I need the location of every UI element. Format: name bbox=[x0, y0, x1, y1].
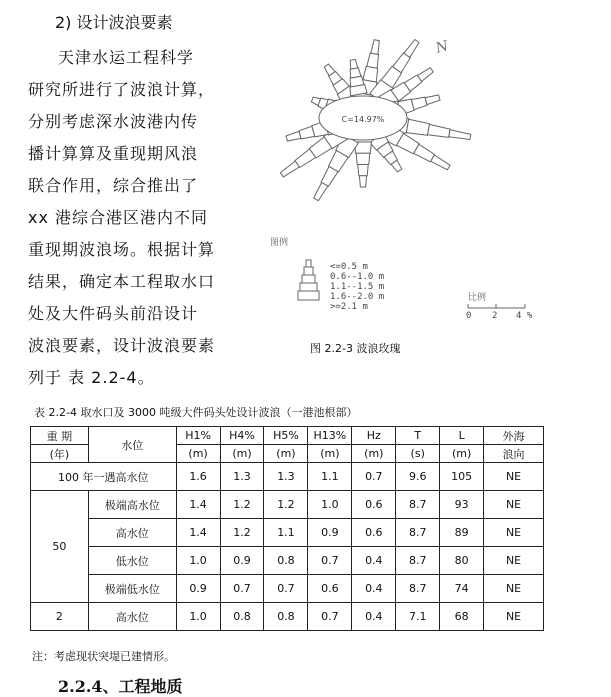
table-cell: NE bbox=[484, 491, 544, 519]
table-cell: 0.8 bbox=[220, 603, 264, 631]
table-cell: 8.7 bbox=[396, 575, 440, 603]
legend-item: 0.6--1.0 m bbox=[330, 272, 385, 282]
rose-petal-segment bbox=[449, 130, 471, 140]
table-cell: 0.9 bbox=[308, 519, 352, 547]
rose-petal-segment bbox=[431, 155, 450, 170]
rose-petal-segment bbox=[280, 161, 299, 177]
table-cell: 0.7 bbox=[220, 575, 264, 603]
level-cell: 高水位 bbox=[88, 519, 176, 547]
header-col: T bbox=[396, 427, 440, 445]
scale-tick: 2 bbox=[492, 311, 498, 321]
legend-list bbox=[330, 262, 384, 312]
header-unit: (m) bbox=[220, 445, 264, 463]
paragraph-line: 天津水运工程科学 bbox=[58, 48, 195, 67]
scale-tick: 4 % bbox=[516, 311, 533, 321]
header-unit: (m) bbox=[352, 445, 396, 463]
table-cell: 8.7 bbox=[396, 491, 440, 519]
paragraph-line: 波浪要素，设计波浪要素 bbox=[28, 336, 216, 355]
rose-petal-segment bbox=[411, 97, 427, 110]
table-cell: 1.1 bbox=[264, 519, 308, 547]
table-cell: 1.2 bbox=[220, 519, 264, 547]
level-cell: 极端低水位 bbox=[88, 575, 176, 603]
paragraph-line: 列于 表 2.2-4。 bbox=[28, 368, 155, 387]
table-cell: 89 bbox=[440, 519, 484, 547]
table-cell: 1.1 bbox=[308, 463, 352, 491]
rose-petal-segment bbox=[350, 59, 358, 69]
scale-ticks bbox=[466, 311, 536, 321]
table-cell: 0.4 bbox=[352, 575, 396, 603]
header-unit: (s) bbox=[396, 445, 440, 463]
rose-petal-segment bbox=[299, 126, 315, 139]
wave-table bbox=[30, 426, 544, 631]
table-cell: 1.3 bbox=[220, 463, 264, 491]
paragraph-line: 分别考虑深水波港内传 bbox=[28, 112, 199, 131]
table-cell: 0.7 bbox=[308, 603, 352, 631]
section-heading: 2.2.4、工程地质 bbox=[58, 677, 183, 696]
legend-item: <=0.5 m bbox=[330, 262, 368, 272]
level-cell: 低水位 bbox=[88, 547, 176, 575]
table-cell: 0.7 bbox=[264, 575, 308, 603]
subsection-heading: 2) 设计波浪要素 bbox=[55, 13, 173, 32]
rose-petal-segment bbox=[404, 40, 419, 58]
table-cell: 1.6 bbox=[176, 463, 220, 491]
table-row bbox=[31, 519, 544, 547]
table-row bbox=[31, 547, 544, 575]
header-period: 重 期 bbox=[31, 427, 89, 445]
header-unit: 浪向 bbox=[484, 445, 544, 463]
table-cell: 93 bbox=[440, 491, 484, 519]
period-cell: 2 bbox=[31, 603, 89, 631]
table-cell: 0.8 bbox=[264, 547, 308, 575]
rose-center-label: C=14.97% bbox=[341, 115, 385, 124]
table-cell: 68 bbox=[440, 603, 484, 631]
table-cell: 80 bbox=[440, 547, 484, 575]
row-label: 100 年一遇高水位 bbox=[31, 463, 177, 491]
body-paragraph bbox=[28, 42, 223, 394]
paragraph-line: 结果，确定本工程取水口 bbox=[28, 272, 216, 291]
scale-bar bbox=[468, 304, 525, 308]
header-unit: (m) bbox=[264, 445, 308, 463]
paragraph-line: 研究所进行了波浪计算， bbox=[28, 80, 216, 99]
table-cell: 1.0 bbox=[176, 603, 220, 631]
table-cell: 7.1 bbox=[396, 603, 440, 631]
header-col: H13% bbox=[308, 427, 352, 445]
rose-petal-segment bbox=[286, 131, 301, 141]
table-cell: 1.4 bbox=[176, 519, 220, 547]
rose-petal-segment bbox=[358, 165, 368, 176]
figure-caption: 图 2.2-3 波浪玫瑰 bbox=[310, 342, 401, 355]
north-arrow: N bbox=[434, 38, 451, 57]
rose-petal-segment bbox=[428, 124, 451, 137]
rose-petal-segment bbox=[425, 95, 440, 105]
table-note: 注：考虑现状突堤已建情形。 bbox=[32, 650, 175, 663]
table-cell: 0.7 bbox=[308, 547, 352, 575]
table-cell: 1.2 bbox=[264, 491, 308, 519]
header-unit: (m) bbox=[440, 445, 484, 463]
paragraph-line: 重现期波浪场。根据计算 bbox=[28, 240, 216, 259]
period-cell: 50 bbox=[31, 491, 89, 603]
level-cell: 极端高水位 bbox=[88, 491, 176, 519]
paragraph-line: 播计算算及重现期风浪 bbox=[28, 144, 199, 163]
legend-item: 1.6--2.0 m bbox=[330, 292, 385, 302]
table-cell: 0.6 bbox=[308, 575, 352, 603]
table-cell: 1.2 bbox=[220, 491, 264, 519]
table-cell: 8.7 bbox=[396, 547, 440, 575]
table-cell: 0.8 bbox=[264, 603, 308, 631]
table-cell: 1.0 bbox=[176, 547, 220, 575]
table-cell: NE bbox=[484, 547, 544, 575]
table-row bbox=[31, 603, 544, 631]
legend-item: >=2.1 m bbox=[330, 302, 368, 312]
table-caption: 表 2.2-4 取水口及 3000 吨级大件码头处设计波浪（一港池根部） bbox=[34, 406, 358, 419]
table-cell: 0.9 bbox=[220, 547, 264, 575]
scale-tick: 0 bbox=[466, 311, 472, 321]
table-cell: 1.0 bbox=[308, 491, 352, 519]
rose-petal-segment bbox=[418, 68, 434, 82]
header-unit: (m) bbox=[308, 445, 352, 463]
table-row bbox=[31, 463, 544, 491]
rose-petal-segment bbox=[314, 183, 328, 201]
rose-petal-segment bbox=[359, 176, 366, 187]
header-col: Hz bbox=[352, 427, 396, 445]
table-cell: NE bbox=[484, 463, 544, 491]
scale-title: 比例 bbox=[468, 293, 487, 303]
wave-rose-figure bbox=[240, 30, 570, 330]
rose-petal-segment bbox=[356, 153, 370, 164]
table-cell: 0.6 bbox=[352, 519, 396, 547]
table-row bbox=[31, 575, 544, 603]
table-row bbox=[31, 491, 544, 519]
table-cell: 0.4 bbox=[352, 603, 396, 631]
paragraph-line: 处及大件码头前沿设计 bbox=[28, 304, 199, 323]
table-cell: 1.3 bbox=[264, 463, 308, 491]
legend-item: 1.1--1.5 m bbox=[330, 282, 385, 292]
header-col: H1% bbox=[176, 427, 220, 445]
header-level: 水位 bbox=[88, 427, 176, 463]
table-cell: 74 bbox=[440, 575, 484, 603]
rose-petal-segment bbox=[367, 53, 379, 68]
level-cell: 高水位 bbox=[88, 603, 176, 631]
header-unit: (m) bbox=[176, 445, 220, 463]
table-cell: 105 bbox=[440, 463, 484, 491]
rose-petal-segment bbox=[363, 66, 378, 82]
table-cell: 0.7 bbox=[352, 463, 396, 491]
table-cell: NE bbox=[484, 603, 544, 631]
table-cell: 8.7 bbox=[396, 519, 440, 547]
legend-swatch-stack bbox=[298, 260, 319, 300]
table-cell: 0.9 bbox=[176, 575, 220, 603]
rose-petal-segment bbox=[371, 40, 380, 55]
table-cell: NE bbox=[484, 519, 544, 547]
paragraph-line: xx 港综合港区港内不同 bbox=[28, 208, 209, 227]
header-period-unit: (年) bbox=[31, 445, 89, 463]
table-cell: NE bbox=[484, 575, 544, 603]
table-cell: 0.4 bbox=[352, 547, 396, 575]
rose-petal-segment bbox=[406, 119, 429, 135]
header-col: L bbox=[440, 427, 484, 445]
paragraph-line: 联合作用，综合推出了 bbox=[28, 176, 199, 195]
table-cell: 1.4 bbox=[176, 491, 220, 519]
header-col: H5% bbox=[264, 427, 308, 445]
legend-title: 图例 bbox=[270, 238, 289, 248]
table-cell: 9.6 bbox=[396, 463, 440, 491]
header-col: H4% bbox=[220, 427, 264, 445]
table-cell: 0.6 bbox=[352, 491, 396, 519]
header-col: 外海 bbox=[484, 427, 544, 445]
